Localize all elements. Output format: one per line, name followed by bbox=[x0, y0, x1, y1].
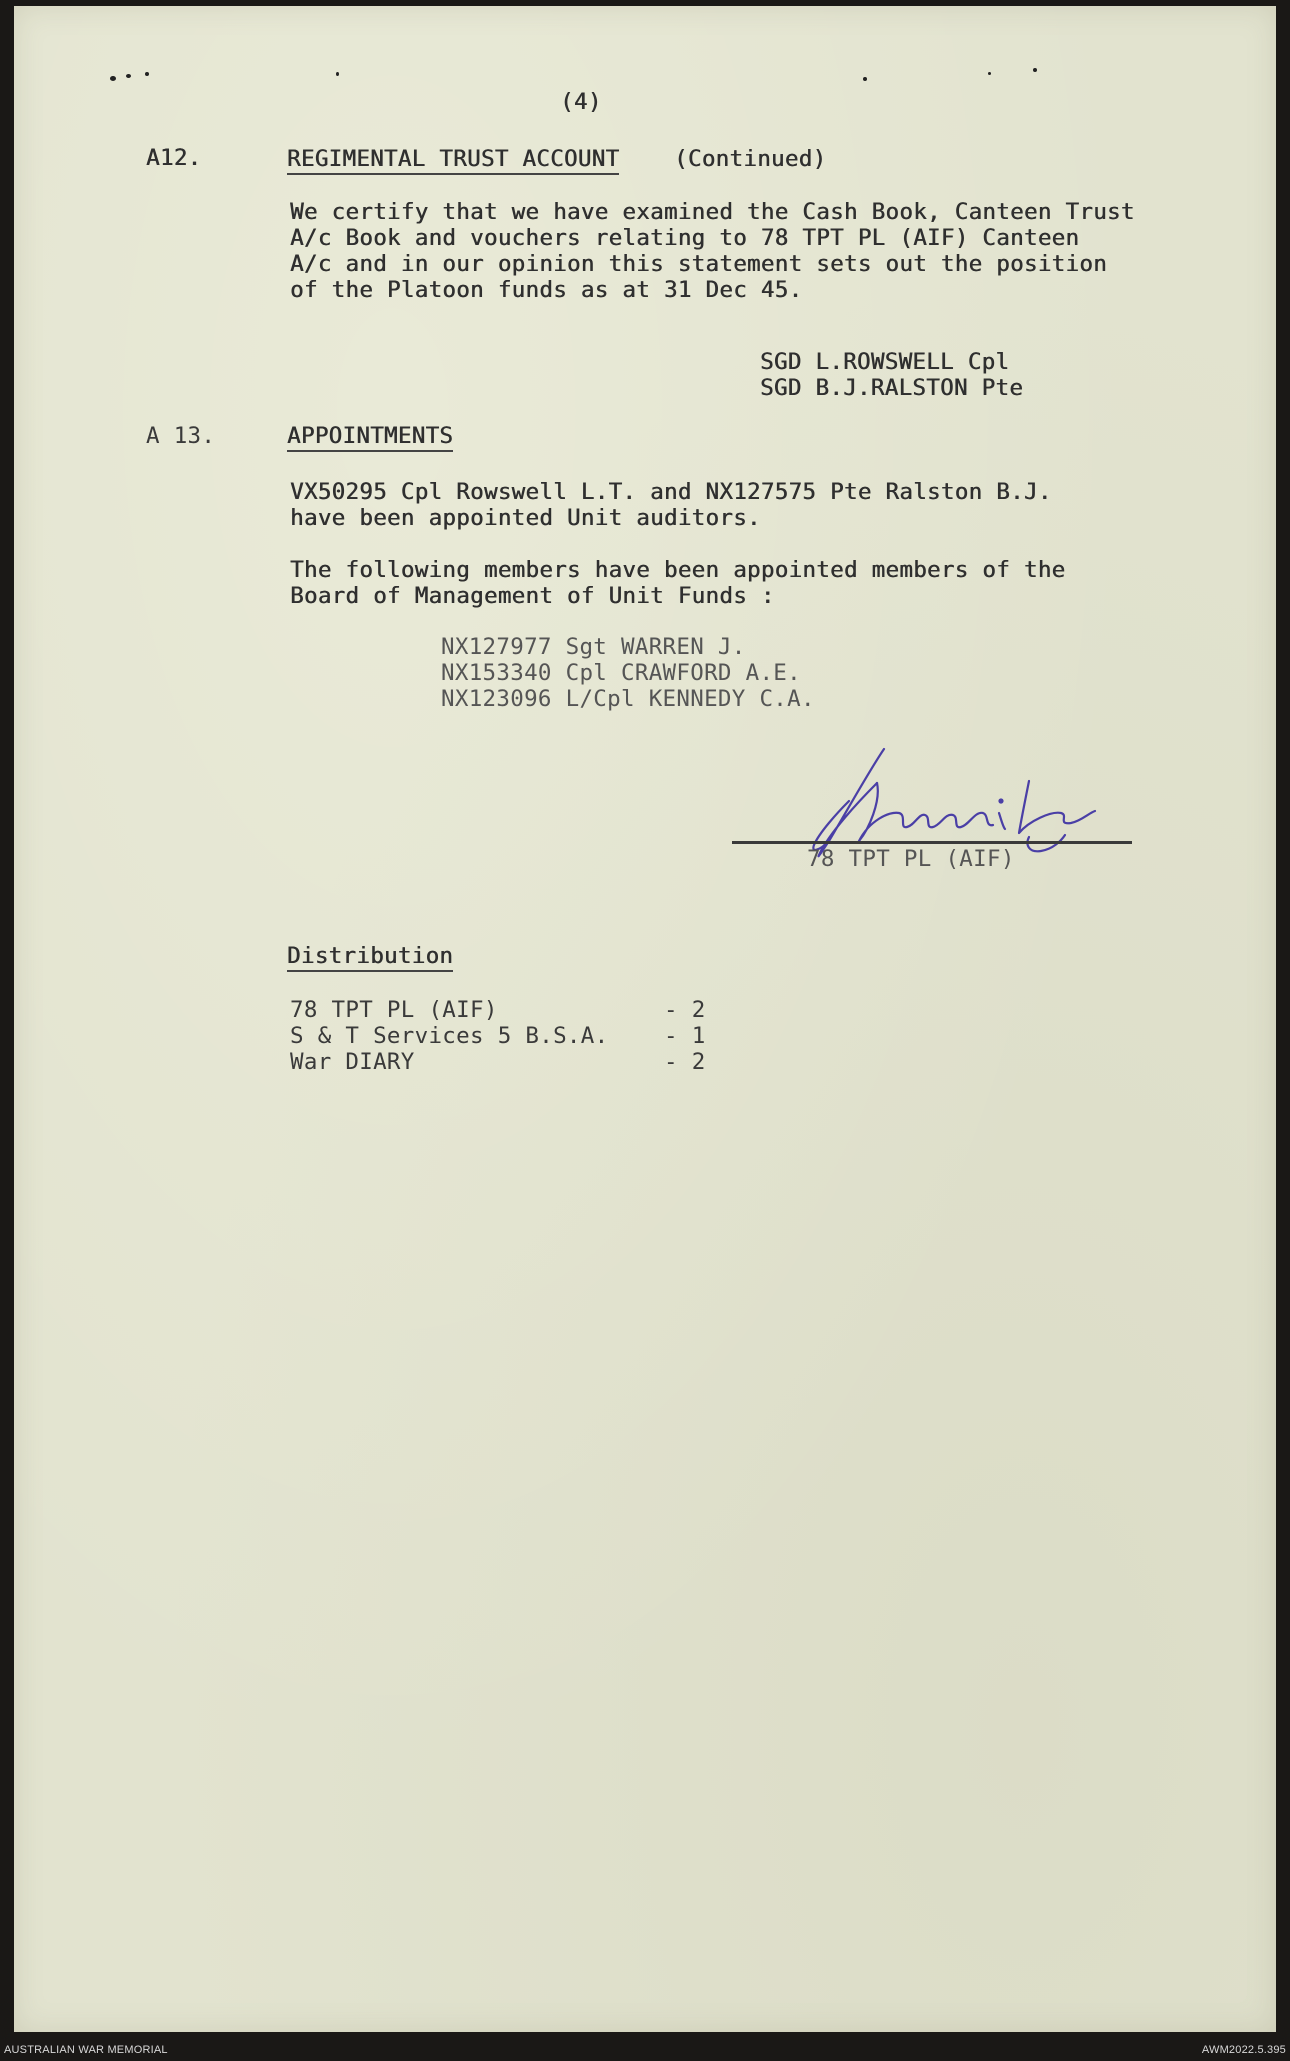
certification-line: A/c Book and vouchers relating to 78 TPT PL (AIF) Canteen bbox=[290, 225, 1080, 251]
signature-unit: 78 TPT PL (AIF) bbox=[807, 846, 1015, 872]
page-number: (4) bbox=[560, 89, 602, 115]
staple-mark bbox=[863, 77, 867, 81]
signed-by-line: SGD L.ROWSWELL Cpl bbox=[760, 349, 1010, 375]
staple-mark bbox=[110, 76, 116, 81]
certification-line: A/c and in our opinion this statement sets out the position bbox=[290, 251, 1107, 277]
signed-by-line: SGD B.J.RALSTON Pte bbox=[760, 375, 1024, 401]
archive-reference: AWM2022.5.395 bbox=[1201, 2044, 1286, 2056]
member-entry: NX127977 Sgt WARREN J. bbox=[441, 634, 746, 660]
staple-mark bbox=[336, 72, 339, 76]
distribution-recipient: 78 TPT PL (AIF) bbox=[290, 997, 498, 1023]
staple-mark bbox=[1033, 68, 1037, 72]
section-heading-a13: APPOINTMENTS bbox=[287, 424, 453, 452]
distribution-copies: - 1 bbox=[664, 1023, 706, 1049]
signature-line bbox=[732, 841, 1132, 844]
staple-mark bbox=[988, 72, 991, 75]
certification-line: of the Platoon funds as at 31 Dec 45. bbox=[290, 277, 803, 303]
distribution-copies: - 2 bbox=[664, 997, 706, 1023]
auditors-line: VX50295 Cpl Rowswell L.T. and NX127575 Pte Ralston B.J. bbox=[290, 479, 1052, 505]
section-number-a12: A12. bbox=[146, 145, 202, 171]
distribution-copies: - 2 bbox=[664, 1049, 706, 1075]
section-number-a13: A 13. bbox=[146, 423, 216, 449]
section-heading-a12: REGIMENTAL TRUST ACCOUNT bbox=[287, 147, 619, 175]
distribution-recipient: War DIARY bbox=[290, 1049, 415, 1075]
section-heading-suffix: (Continued) bbox=[674, 146, 827, 172]
staple-mark bbox=[145, 72, 149, 76]
board-line: Board of Management of Unit Funds : bbox=[290, 583, 775, 609]
board-line: The following members have been appointed members of the bbox=[290, 557, 1066, 583]
document-page bbox=[14, 6, 1276, 2032]
member-entry: NX153340 Cpl CRAWFORD A.E. bbox=[441, 660, 801, 686]
staple-mark bbox=[126, 74, 131, 78]
archive-credit: AUSTRALIAN WAR MEMORIAL bbox=[4, 2044, 168, 2056]
distribution-recipient: S & T Services 5 B.S.A. bbox=[290, 1023, 609, 1049]
distribution-heading: Distribution bbox=[287, 944, 453, 972]
auditors-line: have been appointed Unit auditors. bbox=[290, 505, 761, 531]
certification-line: We certify that we have examined the Cash Book, Canteen Trust bbox=[290, 199, 1135, 225]
member-entry: NX123096 L/Cpl KENNEDY C.A. bbox=[441, 686, 815, 712]
